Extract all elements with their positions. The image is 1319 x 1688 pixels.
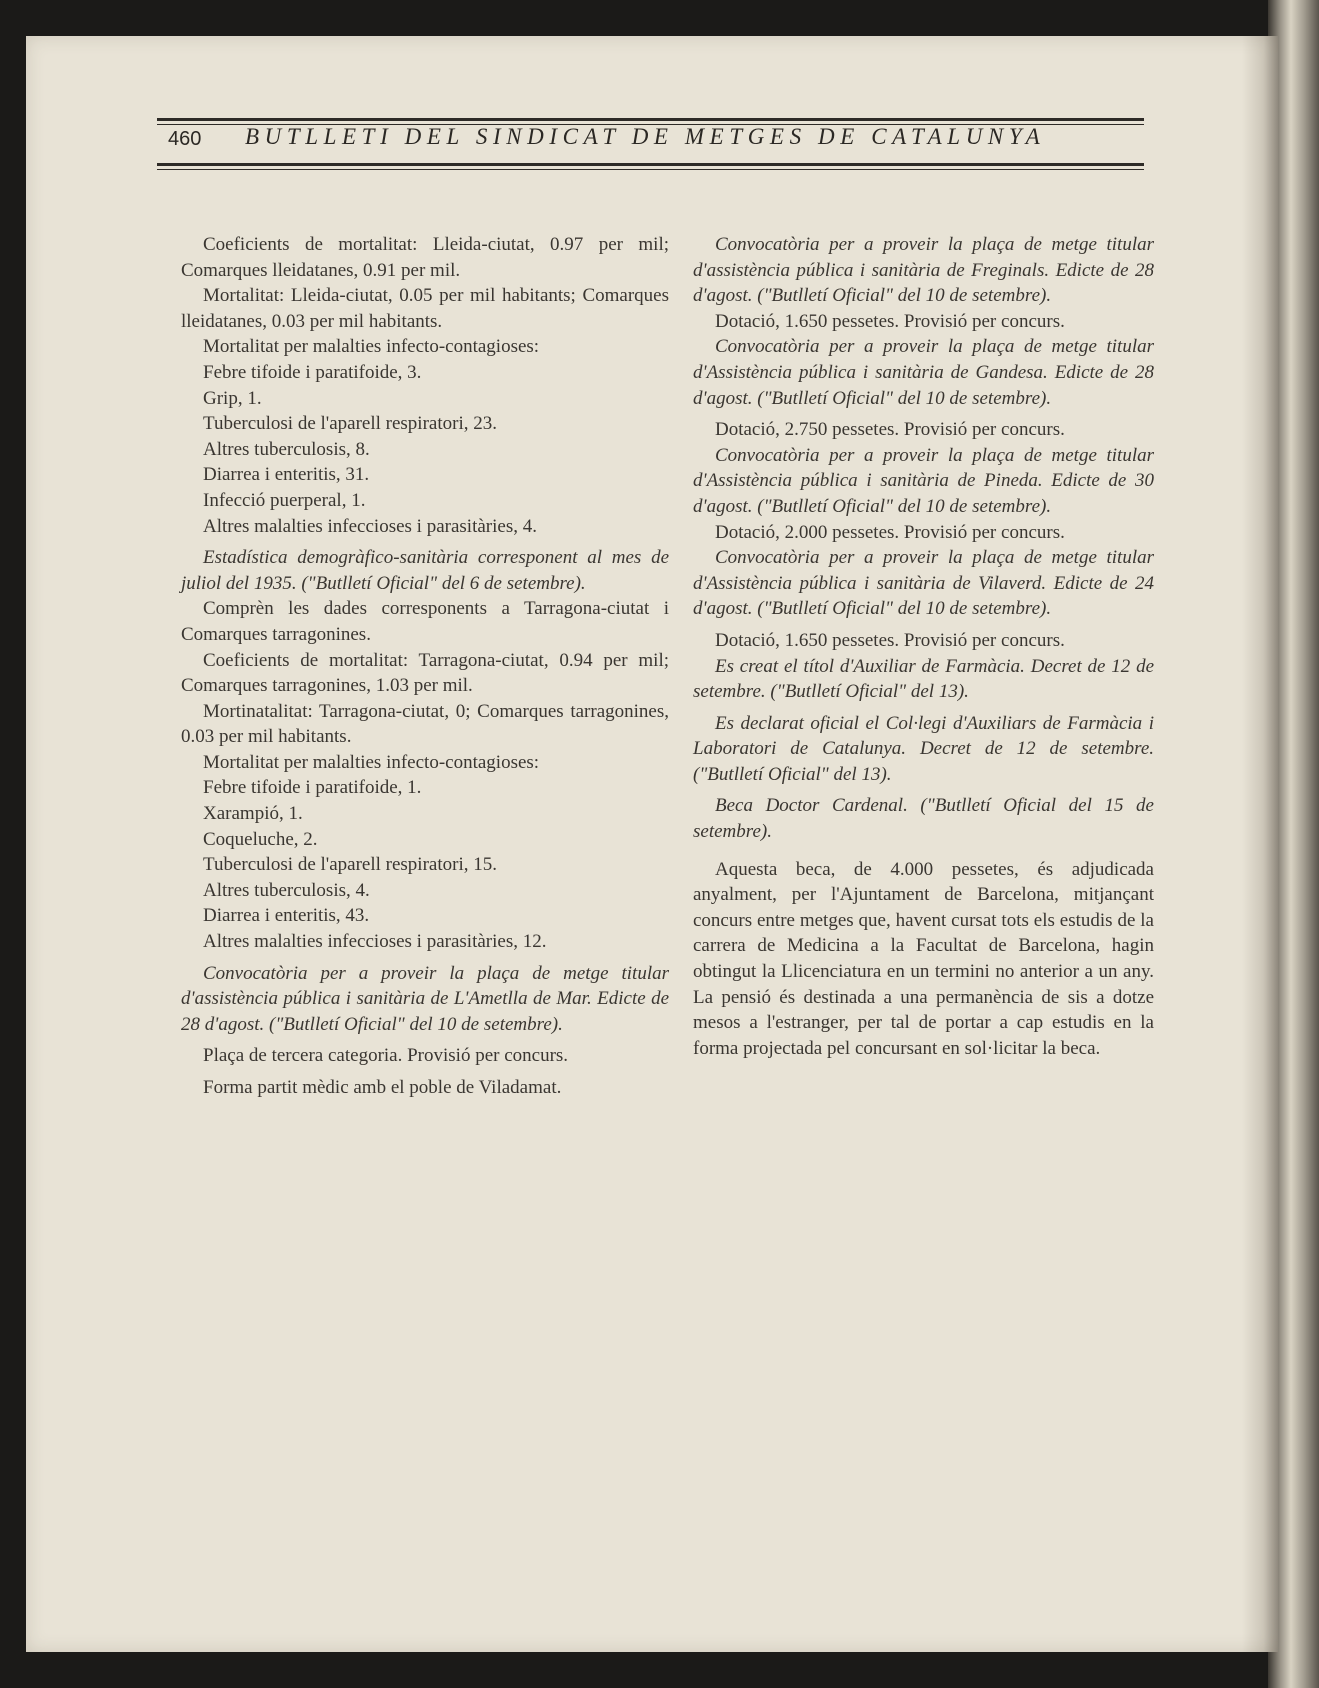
list-item: Altres tuberculosis, 4. bbox=[203, 879, 370, 901]
list-item: Infecció puerperal, 1. bbox=[203, 489, 366, 511]
italic-heading: Convocatòria per a proveir la plaça de metge titular d'assistència pública i sanitària de Freginals. Edicte de 28 d'agost. ("Butlletí Oficial" del 10 de setembre). bbox=[693, 234, 1154, 307]
paragraph: Coeficients de mortalitat: Tarragona-ciutat, 0.94 per mil; Comarques tarragonines, 1.03 per mil. bbox=[181, 649, 669, 697]
list-item: Altres tuberculosis, 8. bbox=[203, 438, 370, 460]
paragraph: Dotació, 1.650 pessetes. Provisió per concurs. bbox=[715, 629, 1065, 651]
paragraph: Mortalitat per malalties infecto-contagioses: bbox=[203, 336, 540, 358]
header-rule-top bbox=[157, 118, 1144, 121]
running-title: BUTLLETI DEL SINDICAT DE METGES DE CATALUNYA bbox=[245, 124, 1046, 149]
list-item: Febre tifoide i paratifoide, 1. bbox=[203, 777, 422, 799]
paragraph: Forma partit mèdic amb el poble de Viladamat. bbox=[203, 1077, 562, 1098]
page-fold-shadow bbox=[1242, 36, 1278, 1652]
italic-heading: Convocatòria per a proveir la plaça de metge titular d'Assistència pública i sanitària de Vilaverd. Edicte de 24 d'agost. ("Butlletí Oficial" del 10 de setembre). bbox=[693, 547, 1154, 620]
italic-heading: Beca Doctor Cardenal. ("Butlletí Oficial del 15 de setembre). bbox=[693, 795, 1154, 843]
list-item: Coqueluche, 2. bbox=[203, 828, 318, 850]
left-column bbox=[181, 232, 669, 1101]
header-rule-bottom bbox=[157, 163, 1144, 166]
list-item: Diarrea i enteritis, 43. bbox=[203, 905, 370, 927]
paragraph: Mortinatalitat: Tarragona-ciutat, 0; Comarques tarragonines, 0.03 per mil habitants. bbox=[181, 700, 669, 748]
list-item: Febre tifoide i paratifoide, 3. bbox=[203, 361, 422, 383]
header-rule-bottom-thin bbox=[157, 169, 1144, 170]
list-item: Altres malalties infeccioses i parasitàries, 12. bbox=[203, 931, 547, 953]
paragraph: Mortalitat per malalties infecto-contagioses: bbox=[203, 751, 540, 773]
italic-heading: Convocatòria per a proveir la plaça de metge titular d'assistència pública i sanitària de L'Ametlla de Mar. Edicte de 28 d'agost. ("Butlletí Oficial" del 10 de setembre). bbox=[181, 962, 669, 1035]
paragraph: Aquesta beca, de 4.000 pessetes, és adjudicada anyalment, per l'Ajuntament de Barcelona, mitjançant concurs entre metges que, havent cursat tots els estudis de la carrera de Medicina a la Facultat de Barcelona, hagin obtingut la Llicenciatura en un termini no anterior a un any. La pensió és destinada a una permanència de sis a dotze mesos a l'estranger, per tal de portar a cap estudis en la forma projectada pel concursant en sol·licitar la beca. bbox=[693, 858, 1154, 1059]
paragraph: Comprèn les dades corresponents a Tarragona-ciutat i Comarques tarragonines. bbox=[181, 598, 669, 645]
italic-heading: Convocatòria per a proveir la plaça de metge titular d'Assistència pública i sanitària de Gandesa. Edicte de 28 d'agost. ("Butlletí Oficial" del 10 de setembre). bbox=[693, 336, 1154, 409]
italic-heading: Es declarat oficial el Col·legi d'Auxiliars de Farmàcia i Laboratori de Catalunya. Decret de 12 de setembre. ("Butlletí Oficial" del 13). bbox=[693, 712, 1154, 785]
paragraph: Mortalitat: Lleida-ciutat, 0.05 per mil habitants; Comarques lleidatanes, 0.03 per mil habitants. bbox=[181, 285, 669, 332]
list-item: Xarampió, 1. bbox=[203, 803, 303, 825]
list-item: Altres malalties infeccioses i parasitàries, 4. bbox=[203, 515, 537, 537]
paragraph: Dotació, 2.750 pessetes. Provisió per concurs. bbox=[715, 419, 1065, 441]
right-column bbox=[693, 232, 1154, 1061]
list-item: Tuberculosi de l'aparell respiratori, 15. bbox=[203, 854, 497, 876]
paragraph: Dotació, 1.650 pessetes. Provisió per concurs. bbox=[715, 310, 1065, 332]
page-number: 460 bbox=[168, 128, 202, 150]
paragraph: Plaça de tercera categoria. Provisió per concurs. bbox=[203, 1045, 569, 1067]
list-item: Grip, 1. bbox=[203, 387, 262, 409]
paragraph: Coeficients de mortalitat: Lleida-ciutat, 0.97 per mil; Comarques lleidatanes, 0.91 per mil. bbox=[181, 234, 669, 281]
paragraph: Dotació, 2.000 pessetes. Provisió per concurs. bbox=[715, 521, 1065, 543]
italic-heading: Convocatòria per a proveir la plaça de metge titular d'Assistència pública i sanitària de Pineda. Edicte de 30 d'agost. ("Butlletí Oficial" del 10 de setembre). bbox=[693, 444, 1154, 517]
list-item: Tuberculosi de l'aparell respiratori, 23. bbox=[203, 413, 497, 435]
italic-heading: Es creat el títol d'Auxiliar de Farmàcia. Decret de 12 de setembre. ("Butlletí Oficial" del 13). bbox=[693, 655, 1154, 703]
italic-heading: Estadística demogràfico-sanitària corresponent al mes de juliol del 1935. ("Butlletí Oficial" del 6 de setembre). bbox=[181, 547, 669, 594]
list-item: Diarrea i enteritis, 31. bbox=[203, 464, 370, 486]
